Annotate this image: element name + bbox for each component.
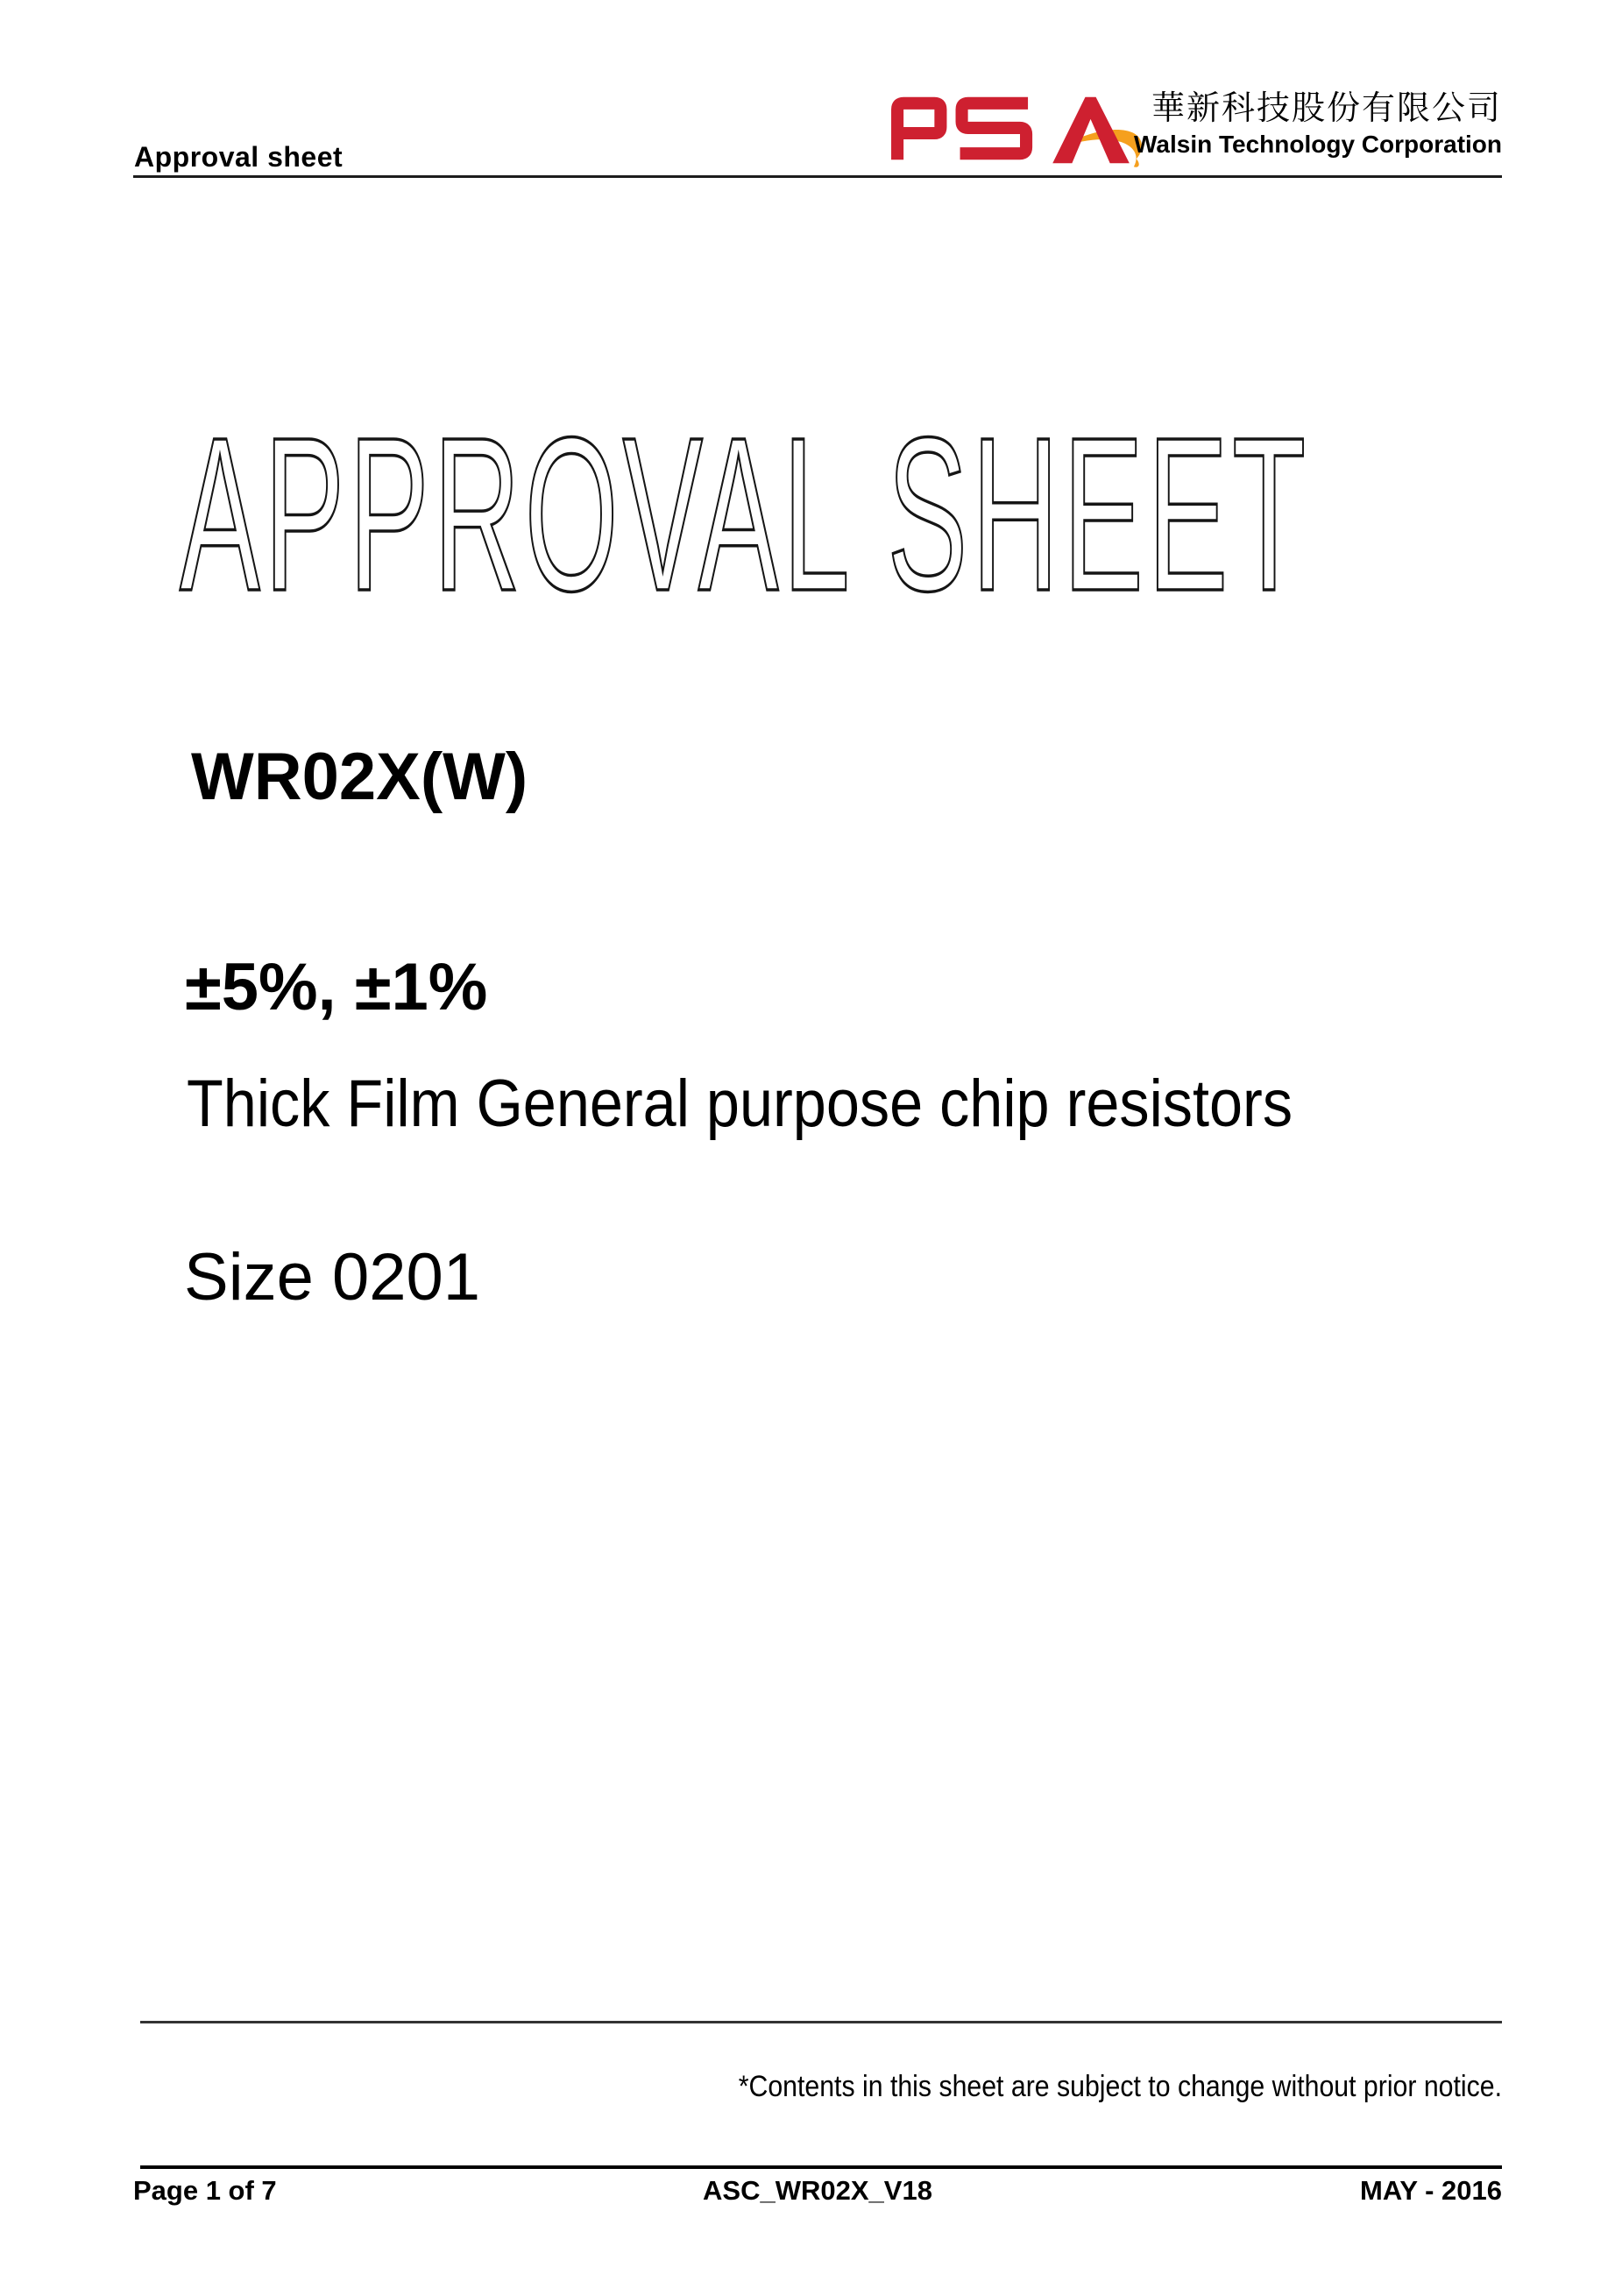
logo-letter-s (960, 103, 1029, 153)
company-name-chinese: 華新科技股份有限公司 (1151, 90, 1502, 127)
footer-page-number: Page 1 of 7 (133, 2175, 277, 2206)
logo-letter-p (897, 103, 940, 159)
company-name-block (1134, 89, 1502, 159)
product-model: WR02X(W) (191, 740, 528, 814)
product-description-text: Thick Film General purpose chip resistors (187, 1067, 1293, 1141)
footer-document-id: ASC_WR02X_V18 (703, 2175, 932, 2206)
product-description (187, 1066, 1415, 1142)
psa-logo (887, 81, 1151, 184)
header-sheet-label: Approval sheet (134, 141, 344, 173)
note-rule (140, 2021, 1502, 2023)
footer-rule (140, 2165, 1502, 2169)
change-notice-text: *Contents in this sheet are subject to change without prior notice. (738, 2070, 1502, 2103)
header-rule (133, 175, 1502, 178)
company-name-english: Walsin Technology Corporation (1134, 131, 1502, 158)
product-size: Size 0201 (184, 1240, 481, 1315)
footer (133, 2175, 1502, 2207)
change-notice-note (644, 2070, 1502, 2104)
page-title-outline: APPROVAL SHEET (180, 392, 1310, 636)
product-tolerance: ±5%, ±1% (185, 950, 488, 1024)
footer-date: MAY - 2016 (1360, 2175, 1502, 2206)
